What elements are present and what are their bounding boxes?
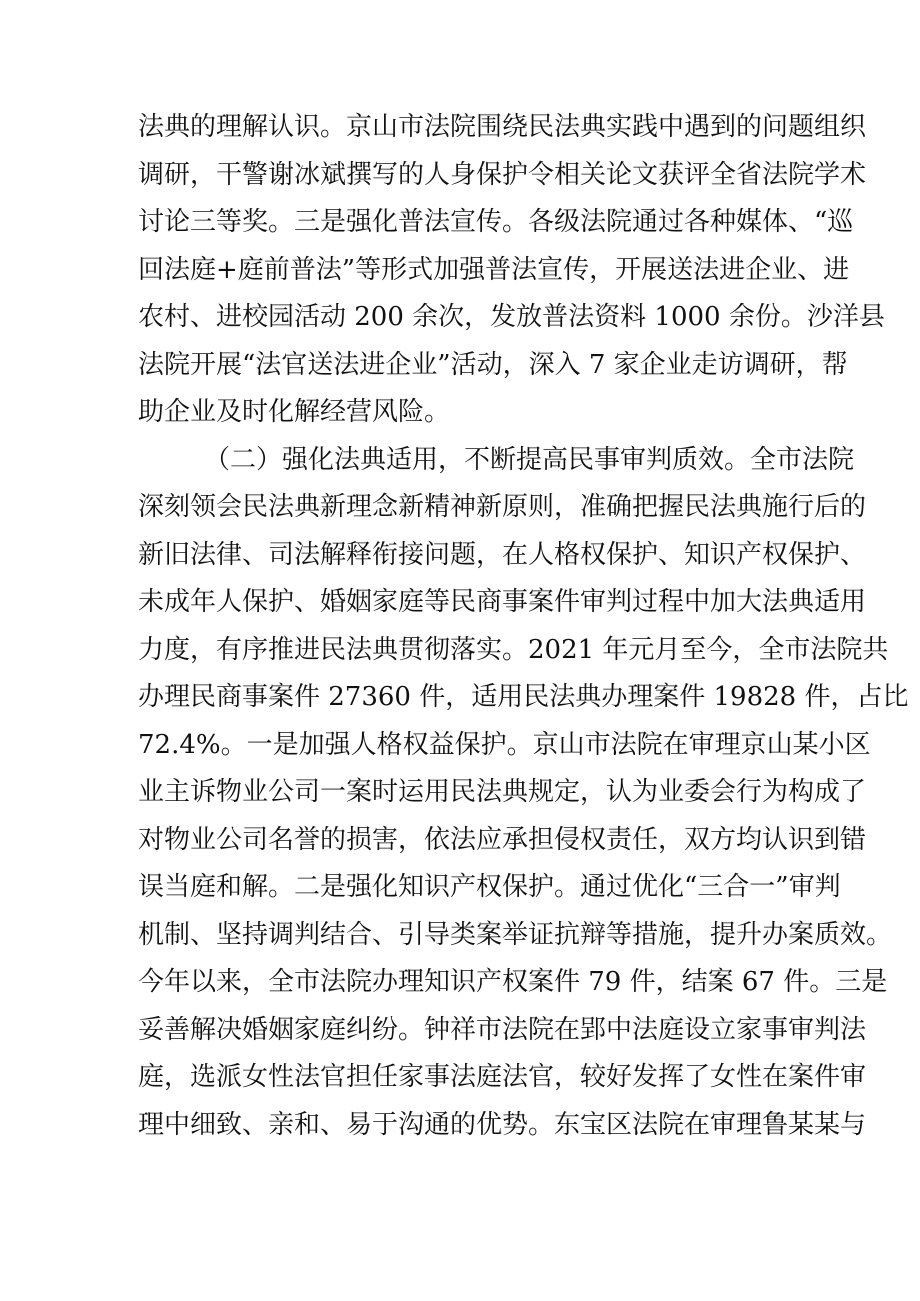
text-line: 深刻领会民法典新理念新精神新原则，准确把握民法典施行后的	[138, 492, 867, 522]
text-line: 回法庭+庭前普法”等形式加强普法宣传，开展送法进企业、进	[138, 254, 850, 285]
text-line: 72.4%。一是加强人格权益保护。京山市法院在审理京山某小区	[138, 729, 871, 760]
text-line: 业主诉物业公司一案时运用民法典规定，认为业委会行为构成了	[138, 777, 867, 807]
text-line: 农村、进校园活动 200 余次，发放普法资料 1000 余份。沙洋县	[138, 302, 885, 332]
text-line: 力度，有序推进民法典贯彻落实。2021 年元月至今，全市法院共	[138, 634, 889, 665]
text-line: 法典的理解认识。京山市法院围绕民法典实践中遇到的问题组织	[138, 112, 867, 142]
text-line: 助企业及时化解经营风险。	[138, 397, 451, 427]
text-line: 法院开展“法官送法进企业”活动，深入 7 家企业走访调研，帮	[138, 349, 848, 380]
body-text	[138, 104, 909, 1149]
text-line: 机制、坚持调判结合、引导类案举证抗辩等措施，提升办案质效。	[138, 919, 893, 950]
text-line: 理中细致、亲和、易于沟通的优势。东宝区法院在审理鲁某某与	[138, 1109, 867, 1140]
text-line: 调研，干警谢冰斌撰写的人身保护令相关论文获评全省法院学术	[138, 159, 867, 190]
section-heading-line: （二）强化法典适用，不断提高民事审判质效。全市法院	[204, 444, 855, 475]
text-line: 未成年人保护、婚姻家庭等民商事案件审判过程中加大法典适用	[138, 587, 867, 617]
text-line: 妥善解决婚姻家庭纠纷。钟祥市法院在郢中法庭设立家事审判法	[138, 1014, 867, 1045]
text-line: 新旧法律、司法解释衔接问题，在人格权保护、知识产权保护、	[138, 539, 867, 570]
text-line: 讨论三等奖。三是强化普法宣传。各级法院通过各种媒体、“巡	[138, 207, 854, 237]
text-line: 庭，选派女性法官担任家事法庭法官，较好发挥了女性在案件审	[138, 1062, 867, 1092]
text-line: 对物业公司名誉的损害，依法应承担侵权责任，双方均认识到错	[138, 824, 867, 855]
text-line: 误当庭和解。二是强化知识产权保护。通过优化“三合一”审判	[138, 872, 841, 902]
text-line: 今年以来，全市法院办理知识产权案件 79 件，结案 67 件。三是	[138, 967, 888, 997]
text-line: 办理民商事案件 27360 件，适用民法典办理案件 19828 件，占比	[138, 682, 909, 712]
